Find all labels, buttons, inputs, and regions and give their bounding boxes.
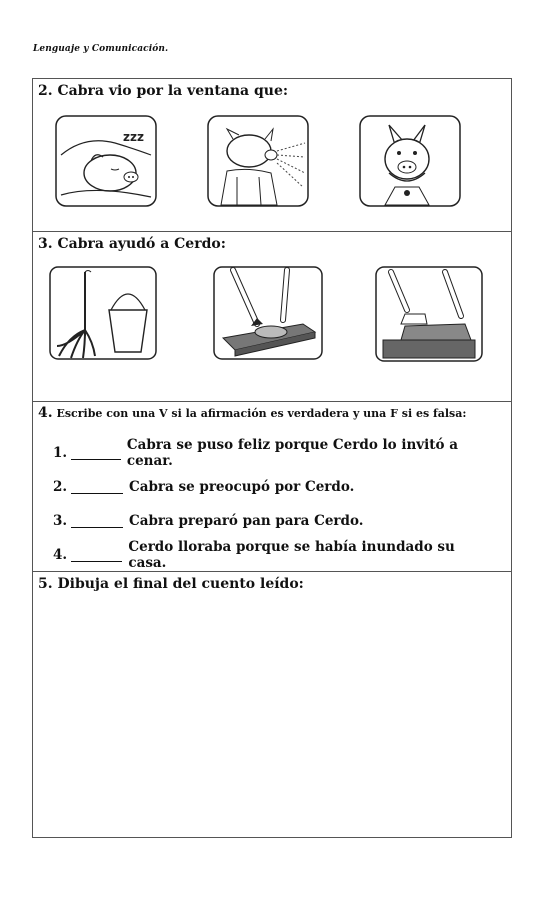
list-item (53, 504, 493, 538)
item-number: 4. (53, 547, 68, 563)
answer-blank[interactable] (71, 481, 123, 494)
section-2-title: 2. Cabra vio por la ventana que: (38, 83, 289, 99)
item-text: Cabra se puso feliz porque Cerdo lo invitó a cenar. (126, 437, 458, 469)
drawing-area[interactable] (33, 600, 511, 836)
list-item (53, 436, 493, 470)
section-3-title: 3. Cabra ayudó a Cerdo: (38, 236, 226, 252)
section-4 (33, 401, 511, 571)
mop-and-bucket-image (49, 266, 157, 360)
pig-sneezing-image (207, 115, 309, 207)
item-text: Cabra preparó pan para Cerdo. (129, 513, 364, 529)
section-3 (33, 231, 511, 401)
answer-blank[interactable] (71, 515, 123, 528)
pig-sleeping-image (55, 115, 157, 207)
item-number: 3. (53, 513, 68, 529)
pig-smiling-image (359, 115, 461, 207)
section-5 (33, 571, 511, 837)
worksheet (32, 78, 512, 838)
section-2 (33, 79, 511, 231)
answer-blank[interactable] (71, 549, 122, 562)
answer-blank[interactable] (71, 447, 121, 460)
list-item (53, 538, 493, 572)
true-false-list (53, 436, 493, 572)
subject-header: Lenguaje y Comunicación. (33, 44, 169, 54)
item-number: 2. (53, 479, 68, 495)
section-4-instruction: Escribe con una V si la afirmación es verdadera y una F si es falsa: (56, 407, 467, 420)
hands-cooking-image (213, 266, 323, 360)
section-4-number: 4. (38, 405, 53, 421)
hands-ironing-image (375, 266, 483, 362)
section-5-title: 5. Dibuja el final del cuento leído: (38, 576, 304, 592)
item-text: Cabra se preocupó por Cerdo. (129, 479, 355, 495)
section-4-title (38, 405, 466, 421)
list-item (53, 470, 493, 504)
item-number: 1. (53, 445, 68, 461)
svg-text:zzz: zzz (123, 130, 144, 144)
item-text: Cerdo lloraba porque se había inundado su casa. (128, 539, 455, 571)
